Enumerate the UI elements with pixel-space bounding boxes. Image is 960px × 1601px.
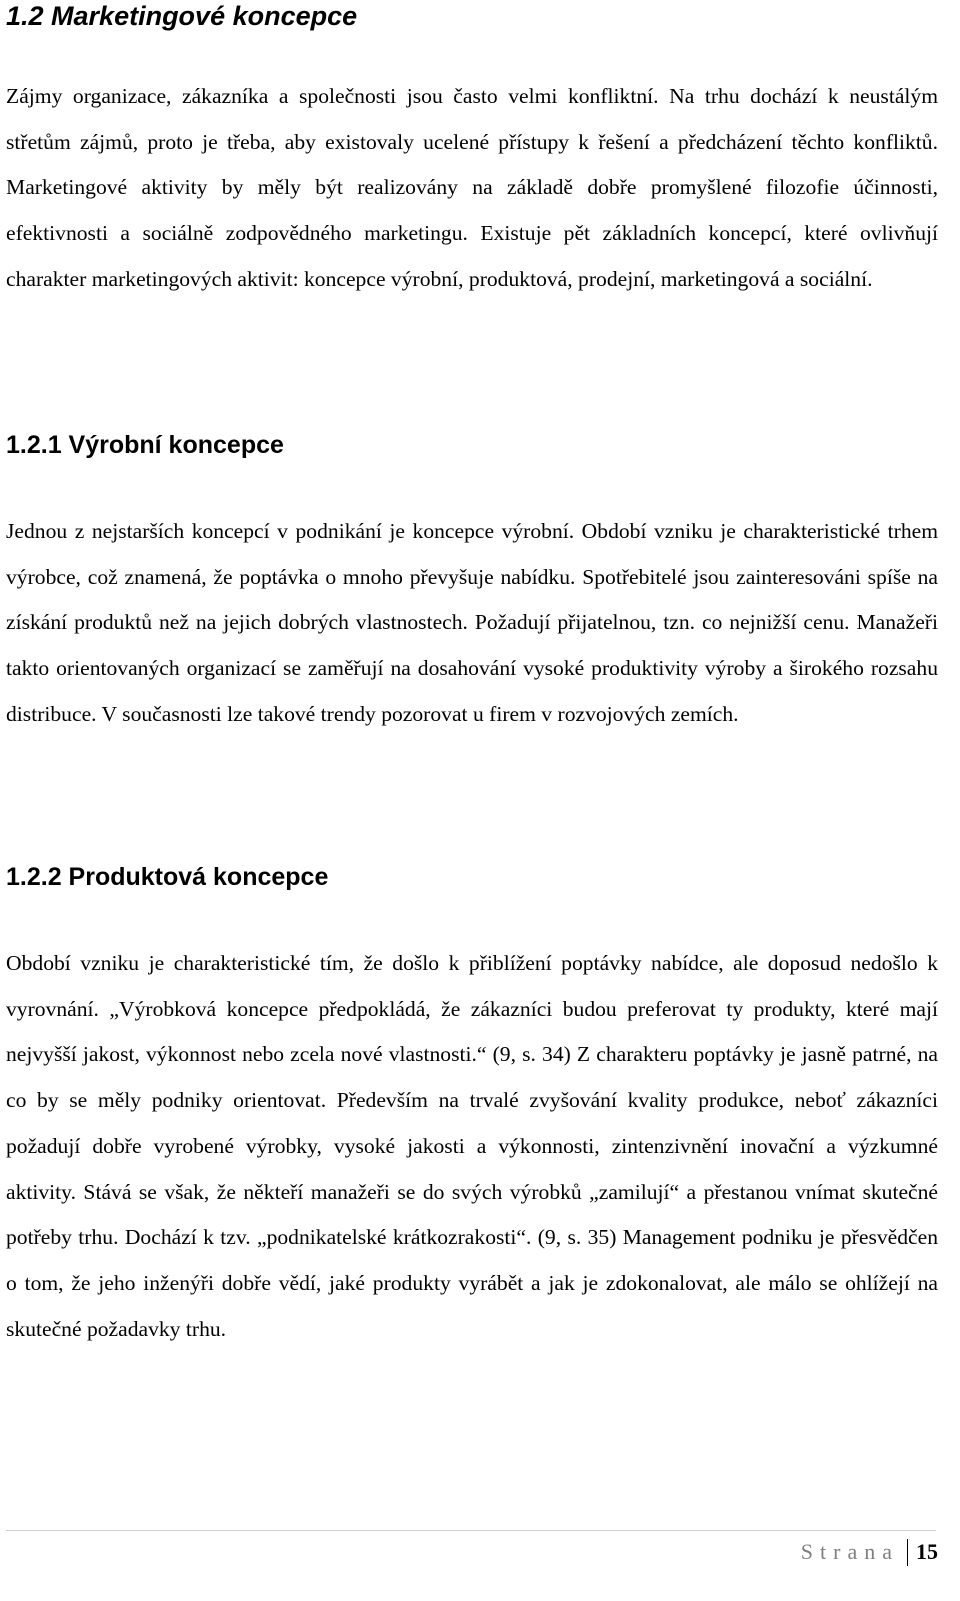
page-footer (801, 1537, 938, 1567)
subsection-paragraph-vyrobni: Jednou z nejstarších koncepcí v podnikání je koncepce výrobní. Období vzniku je charakteristické trhem výrobce, což znamená, že poptávka o mnoho převyšuje nabídku. Spotřebitelé jsou zainteresováni spíše na získání produktů než na jejich dobrých vlastnostech. Požadují přijatelnou, tzn. co nejnižší cenu. Manažeři takto orientovaných organizací se zaměřují na dosahování vysoké produktivity výroby a širokého rozsahu distribuce. V současnosti lze takové trendy pozorovat u firem v rozvojových zemích. (6, 519, 938, 726)
section-intro-paragraph: Zájmy organizace, zákazníka a společnosti jsou často velmi konfliktní. Na trhu dochází k neustálým střetům zájmů, proto je třeba, aby existovaly ucelené přístupy k řešení a předcházení těchto konfliktů. Marketingové aktivity by měly být realizovány na základě dobře promyšlené filozofie účinnosti, efektivnosti a sociálně zodpovědného marketingu. Existuje pět základních koncepcí, které ovlivňují charakter marketingových aktivit: koncepce výrobní, produktová, prodejní, marketingová a sociální. (6, 84, 938, 291)
subsection-heading-produktova: 1.2.2 Produktová koncepce (6, 863, 329, 891)
footer-page-label: Strana (800, 1539, 899, 1564)
footer-separator (907, 1539, 908, 1566)
subsection-heading-vyrobni: 1.2.1 Výrobní koncepce (6, 431, 284, 459)
subsection-paragraph-produktova: Období vzniku je charakteristické tím, že došlo k přiblížení poptávky nabídce, ale doposud nedošlo k vyrovnání. „Výrobková koncepce předpokládá, že zákazníci budou preferovat ty produkty, které mají nejvyšší jakost, výkonnost nebo zcela nové vlastnosti.“ (9, s. 34) Z charakteru poptávky je jasně patrné, na co by se měly podniky orientovat. Především na trvalé zvyšování kvality produkce, neboť zákazníci požadují dobře vyrobené výrobky, vysoké jakosti a výkonnosti, zintenzivnění inovační a výzkumné aktivity. Stává se však, že někteří manažeři se do svých výrobků „zamilují“ a přestanou vnímat skutečné potřeby trhu. Dochází k tzv. „podnikatelské krátkozrakosti“. (9, s. 35) Management podniku je přesvědčen o tom, že jeho inženýři dobře vědí, jaké produkty vyrábět a jak je zdokonalovat, ale málo se ohlížejí na skutečné požadavky trhu. (6, 951, 938, 1341)
section-heading: 1.2 Marketingové koncepce (6, 1, 358, 31)
page-number: 15 (916, 1539, 938, 1564)
footer-divider (6, 1530, 936, 1531)
